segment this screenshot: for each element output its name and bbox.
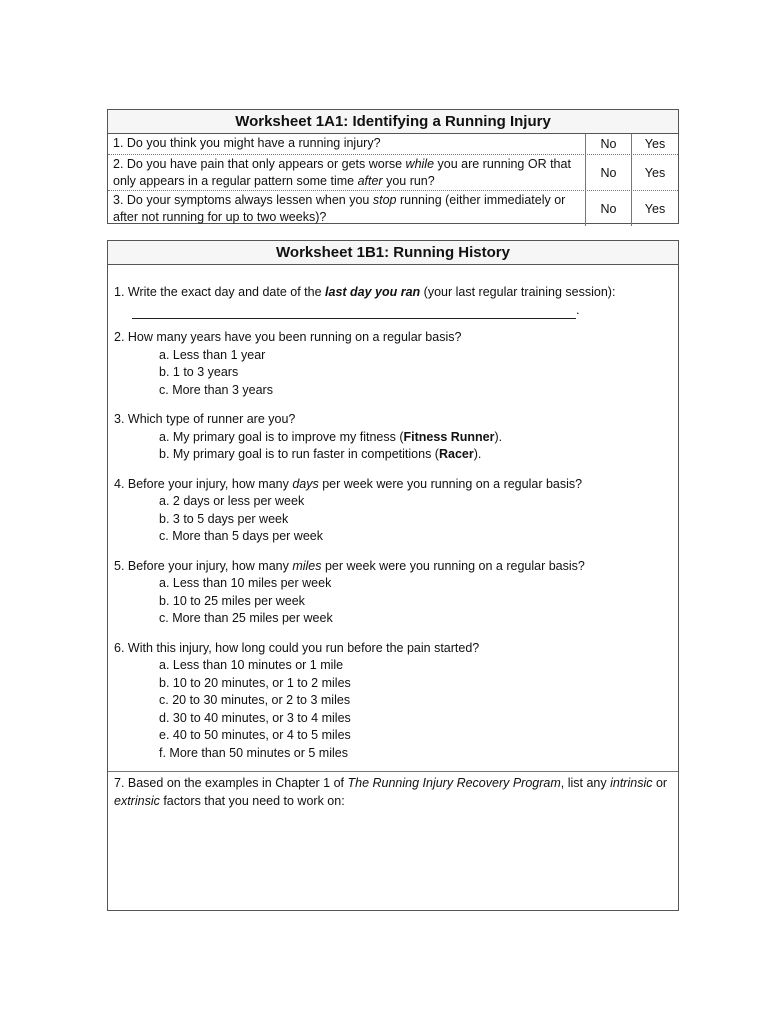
question-row — [108, 134, 678, 155]
option[interactable]: f. More than 50 minutes or 5 miles — [159, 745, 348, 760]
question-text: 1. Do you think you might have a running injury? — [108, 134, 586, 154]
option[interactable]: a. Less than 10 miles per week — [159, 576, 332, 590]
question-text: 3. Do your symptoms always lessen when you stop running (either immediately or after not running for up to two weeks)? — [108, 191, 586, 226]
question-4: 4. Before your injury, how many days per week were you running on a regular basis? a. 2 days or less per week b. 3 to 5 days per week c. More than 5 days per week — [108, 476, 678, 546]
question-row — [108, 155, 678, 191]
option[interactable]: b. My primary goal is to run faster in competitions (Racer). — [159, 447, 482, 461]
option[interactable]: c. 20 to 30 minutes, or 2 to 3 miles — [159, 693, 351, 707]
option[interactable]: a. Less than 1 year — [159, 347, 266, 362]
option[interactable]: b. 3 to 5 days per week — [159, 511, 289, 526]
no-option[interactable]: No — [586, 155, 632, 190]
option[interactable]: c. More than 3 years — [159, 382, 273, 397]
option[interactable]: b. 10 to 20 minutes, or 1 to 2 miles — [159, 675, 351, 690]
worksheet-1a1 — [107, 109, 679, 224]
question-5: 5. Before your injury, how many miles per week were you running on a regular basis? a. Less than 10 miles per week b. 10 to 25 miles per week c. More than 25 miles per week — [108, 558, 678, 628]
yes-option[interactable]: Yes — [644, 165, 666, 180]
question-text: 2. Do you have pain that only appears or gets worse while you are running OR that only appears in a regular pattern some time after you run? — [108, 155, 586, 190]
option[interactable]: b. 10 to 25 miles per week — [159, 593, 305, 608]
yes-option[interactable]: Yes — [644, 201, 666, 216]
option[interactable]: c. More than 5 days per week — [159, 529, 323, 543]
question-6: 6. With this injury, how long could you run before the pain started? a. Less than 10 minutes or 1 mile b. 10 to 20 minutes, or 1 to 2 miles c. 20 to 30 minutes, or 2 to 3 miles d. 30 to 40 minutes, or 3 to 4 miles e. 40 to 50 minutes, or 4 to 5 miles f. More than 50 minutes or 5 miles — [108, 640, 678, 763]
option[interactable]: e. 40 to 50 minutes, or 4 to 5 miles — [159, 728, 351, 742]
worksheet-1a1-title: Worksheet 1A1: Identifying a Running Injury — [108, 110, 678, 134]
question-1: 1. Write the exact day and date of the last day you ran (your last regular training session): . — [108, 284, 678, 319]
option[interactable]: a. 2 days or less per week — [159, 494, 305, 508]
yes-option[interactable]: Yes — [644, 137, 666, 151]
question-7-answer-area[interactable]: 7. Based on the examples in Chapter 1 of The Running Injury Recovery Program, list any intrinsic or extrinsic factors that you need to work on: — [108, 771, 678, 910]
worksheet-1b1-title: Worksheet 1B1: Running History — [108, 241, 678, 265]
question-row — [108, 191, 678, 226]
question-2: 2. How many years have you been running on a regular basis? a. Less than 1 year b. 1 to 3 years c. More than 3 years — [108, 329, 678, 399]
option[interactable]: a. Less than 10 minutes or 1 mile — [159, 658, 344, 672]
worksheet-1b1 — [107, 240, 679, 911]
option[interactable]: c. More than 25 miles per week — [159, 611, 333, 625]
no-option[interactable]: No — [586, 134, 632, 154]
no-option[interactable]: No — [586, 191, 632, 226]
last-day-ran-input[interactable] — [132, 304, 576, 319]
option[interactable]: b. 1 to 3 years — [159, 365, 239, 379]
question-3: 3. Which type of runner are you? a. My primary goal is to improve my fitness (Fitness Runner). b. My primary goal is to run faster in competitions (Racer). — [108, 411, 678, 464]
option[interactable]: a. My primary goal is to improve my fitness (Fitness Runner). — [159, 429, 503, 444]
option[interactable]: d. 30 to 40 minutes, or 3 to 4 miles — [159, 710, 351, 725]
